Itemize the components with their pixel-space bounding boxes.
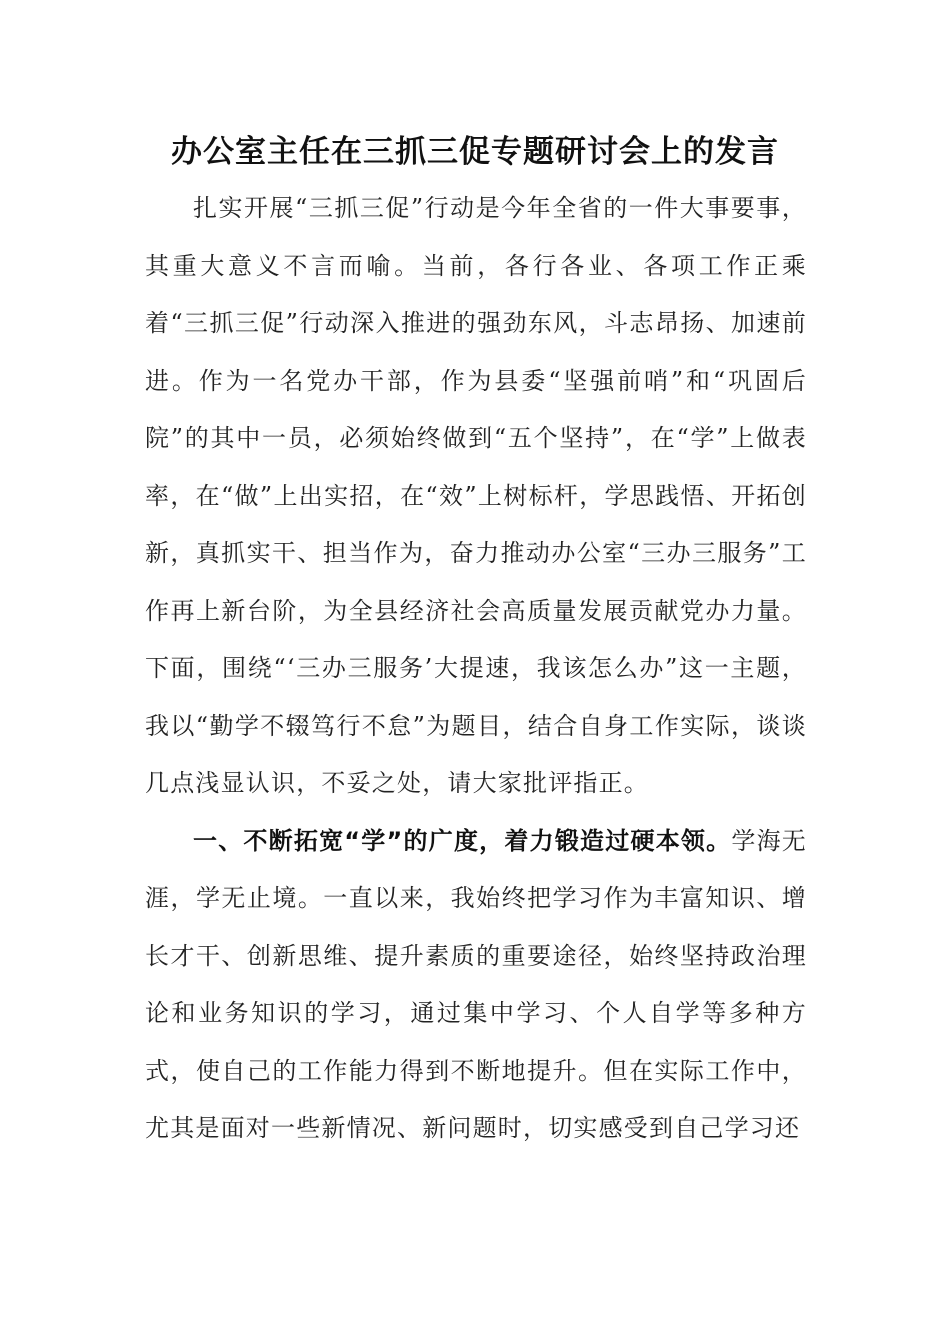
- paragraph-intro-text: 扎实开展“三抓三促”行动是今年全省的一件大事要事，其重大意义不言而喻。当前，各行各业、各项工作正乘着“三抓三促”行动深入推进的强劲东风，斗志昂扬、加速前进。作为一名党办干部，作为县委“坚强前哨”和“巩固后院”的其中一员，必须始终做到“五个坚持”，在“学”上做表率，在“做”上出实招，在“效”上树标杆，学思践悟、开拓创新，真抓实干、担当作为，奋力推动办公室“三办三服务”工作再上新台阶，为全县经济社会高质量发展贡献党办力量。下面，围绕“‘三办三服务’大提速，我该怎么办”这一主题，我以“勤学不辍笃行不怠”为题目，结合自身工作实际，谈谈几点浅显认识，不妥之处，请大家批评指正。: [145, 194, 807, 797]
- document-body: [145, 180, 807, 1158]
- paragraph-section-one-text: 学海无涯，学无止境。一直以来，我始终把学习作为丰富知识、增长才干、创新思维、提升素质的重要途径，始终坚持政治理论和业务知识的学习，通过集中学习、个人自学等多种方式，使自己的工作能力得到不断地提升。但在实际工作中，尤其是面对一些新情况、新问题时，切实感受到自己学习还: [145, 826, 807, 1142]
- section-one-heading: 一、不断拓宽“学”的广度，着力锻造过硬本领。: [193, 826, 732, 855]
- paragraph-intro: [145, 180, 807, 813]
- paragraph-section-one: [145, 813, 807, 1158]
- document-title: 办公室主任在三抓三促专题研讨会上的发言: [171, 134, 779, 170]
